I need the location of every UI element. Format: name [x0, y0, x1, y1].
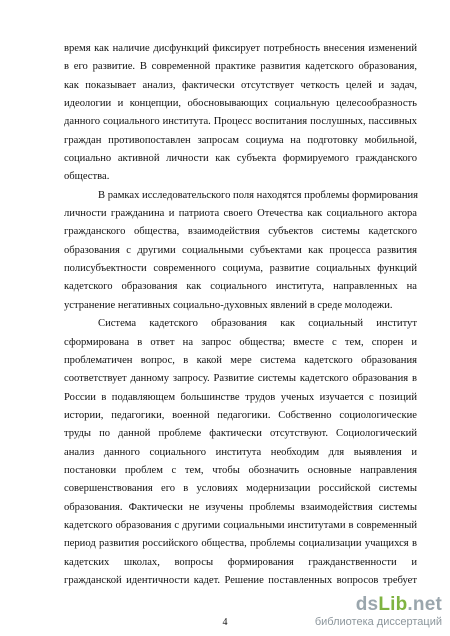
text-line: сформирована в ответ на запрос общества; вместе с тем, спорен и	[64, 336, 417, 348]
text-line: социально активной личности как субъекта формируемого гражданского	[64, 153, 417, 165]
paragraph-start-line: Система кадетского образования как социальный институт	[98, 318, 417, 330]
text-line: кадетских школах, вопросы формирования гражданственности и	[64, 556, 417, 568]
text-line: постановки проблем с тем, чтобы обозначить основные направления	[64, 464, 417, 476]
text-line: образования с другими социальными субъектами как процесса развития	[64, 244, 417, 256]
text-line: устранение негативных социально-духовных явлений в среде молодежи.	[64, 299, 393, 311]
dslib-watermark	[315, 595, 442, 628]
text-line: как показывает анализ, фактически отсутствует четкость целей и задач,	[64, 79, 417, 91]
text-line: гражданской идентичности кадет. Решение поставленных вопросов требует	[64, 574, 417, 586]
page-number: 4	[222, 617, 228, 628]
text-line: образования. Фактически не изучены проблемы взаимодействия системы	[64, 501, 417, 513]
text-line: идеологии и концепции, обосновывающих социальную целесообразность	[64, 98, 417, 110]
text-line: в его развитие. В современной практике развития кадетского образования,	[64, 61, 417, 73]
text-line: граждан противопоставлен запросам социума на подготовку мобильной,	[64, 134, 417, 146]
text-line: период развития российского общества, проблемы социализации учащихся в	[64, 538, 417, 550]
text-line: полисубъектности современного социума, развитие социальных функций	[64, 263, 417, 275]
paragraph-start-line: В рамках исследовательского поля находятся проблемы формирования	[98, 189, 419, 201]
text-line: соответствует данному запросу. Развитие системы кадетского образования в	[64, 373, 417, 385]
text-line: труды по данной проблеме фактически отсутствуют. Социологический	[64, 428, 417, 440]
text-line: кадетского образования с другими социальными институтами в современный	[64, 519, 417, 531]
text-line: проблематичен вопрос, в какой мере система кадетского образования	[64, 354, 417, 366]
watermark-subtitle: библиотека диссертаций	[314, 616, 442, 628]
text-line: общества.	[64, 171, 110, 183]
text-line: совершенствования его в условиях модернизации российской системы	[64, 483, 417, 495]
text-line: данного социального института. Процесс воспитания послушных, пассивных	[64, 116, 417, 128]
logo-ds-text: ds	[355, 594, 379, 615]
text-line: кадетского образования как социального института, направленных на	[64, 281, 417, 293]
document-body	[64, 40, 417, 590]
text-line: России в подавляющем большинстве трудов ученых изучается с позиций	[64, 391, 417, 403]
text-line: гражданского общества, взаимодействия субъектов системы кадетского	[64, 226, 417, 238]
text-line: истории, педагогики, военной педагогики. Собственно социологические	[64, 409, 417, 421]
text-line: личности гражданина и патриота своего Отечества как социального актора	[64, 208, 417, 220]
text-line: анализ данного социального института необходим для выявления и	[64, 446, 417, 458]
logo-net-text: .net	[407, 594, 442, 615]
logo-lib-text: Lib	[378, 594, 408, 615]
dslib-logo	[315, 595, 442, 615]
text-line: время как наличие дисфункций фиксирует потребность внесения изменений	[64, 43, 417, 54]
